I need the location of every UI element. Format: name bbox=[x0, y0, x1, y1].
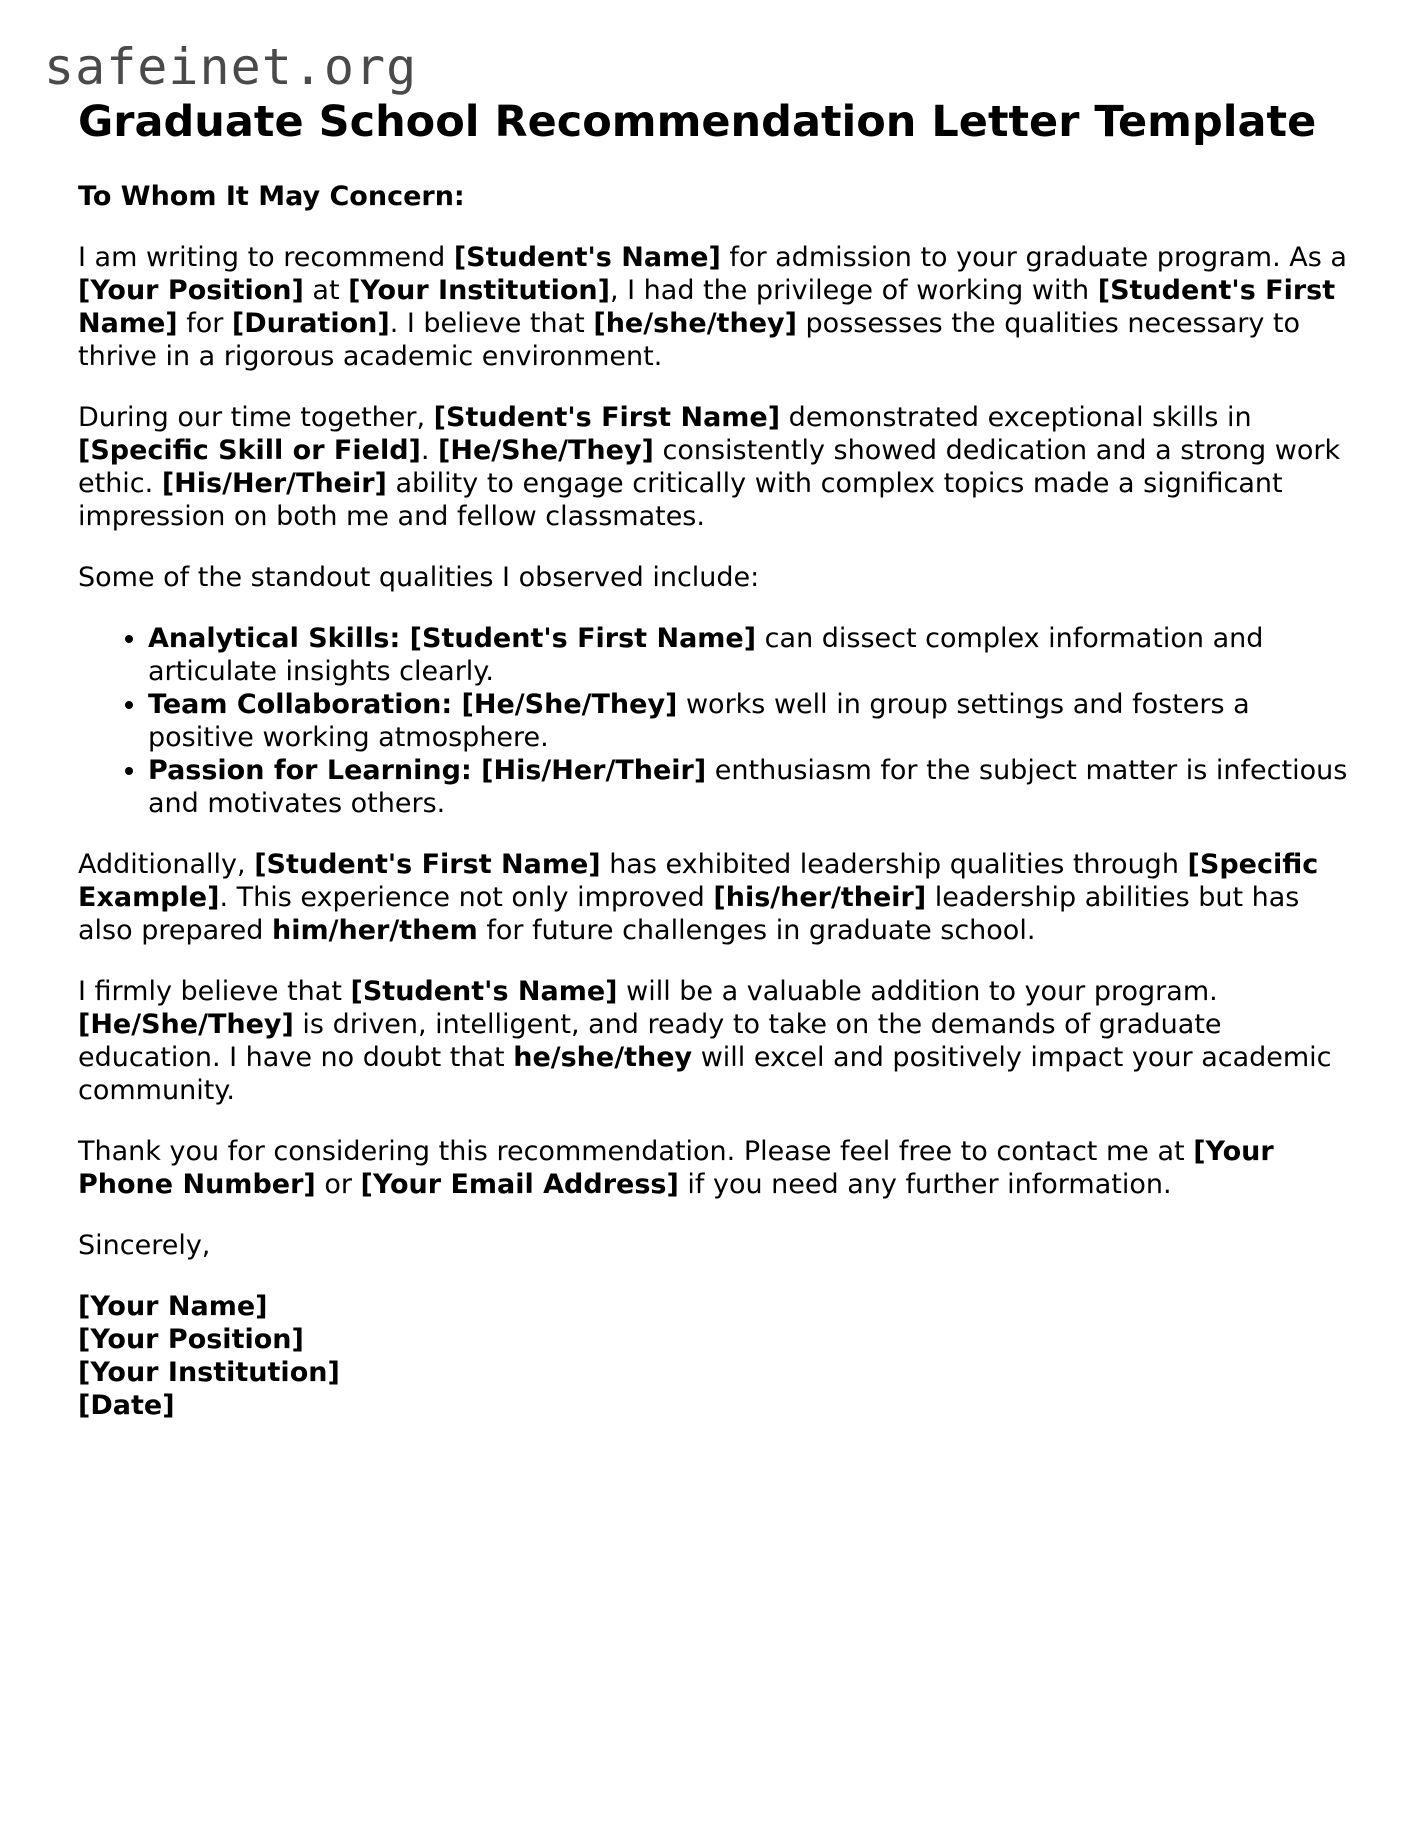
text-run: will excel and positively impact your academic community. bbox=[78, 1042, 1332, 1106]
closing: Sincerely, bbox=[78, 1230, 211, 1261]
text-run: is driven, intelligent, and ready to take on the demands of graduate education. I have no doubt that bbox=[78, 1009, 1222, 1073]
text-run: . bbox=[420, 435, 439, 466]
greeting bbox=[78, 180, 1348, 213]
placeholder-student-name: [Student's Name] bbox=[453, 242, 721, 273]
watermark-text: safeinet.org bbox=[44, 38, 418, 96]
placeholder-student-name: [Student's Name] bbox=[350, 976, 618, 1007]
text-run: if you need any further information. bbox=[678, 1169, 1172, 1200]
text-run: possesses the qualities necessary to thrive in a rigorous academic environment. bbox=[78, 308, 1300, 372]
signature-block bbox=[78, 1290, 1348, 1422]
text-run: During our time together, bbox=[78, 402, 434, 433]
text-run: will be a valuable addition to your program. bbox=[617, 976, 1218, 1007]
text-run: has exhibited leadership qualities through bbox=[600, 849, 1188, 880]
text-run: for future challenges in graduate school. bbox=[477, 915, 1036, 946]
signature-date: [Date] bbox=[78, 1390, 175, 1421]
text-run: Thank you for considering this recommendation. Please feel free to contact me at bbox=[78, 1136, 1194, 1167]
text-run: I firmly believe that bbox=[78, 976, 351, 1007]
text-run: or bbox=[315, 1169, 361, 1200]
placeholder-email-address: [Your Email Address] bbox=[360, 1169, 679, 1200]
list-item bbox=[148, 622, 1348, 688]
quality-text: enthusiasm for the subject matter is infectious and motivates others. bbox=[148, 755, 1348, 819]
placeholder-your-position: [Your Position] bbox=[78, 275, 304, 306]
text-run: at bbox=[303, 275, 349, 306]
signature-institution: [Your Institution] bbox=[78, 1357, 340, 1388]
text-run: for bbox=[177, 308, 232, 339]
paragraph-intro bbox=[78, 241, 1348, 373]
text-run: , I had the privilege of working with bbox=[609, 275, 1098, 306]
placeholder-pronoun: [he/she/they] bbox=[593, 308, 797, 339]
placeholder-your-institution: [Your Institution] bbox=[348, 275, 610, 306]
placeholder-pronoun: [He/She/They] bbox=[78, 1009, 294, 1040]
placeholder-pronoun: [He/She/They] bbox=[438, 435, 654, 466]
placeholder-student-first-name: [Student's First Name] bbox=[254, 849, 601, 880]
placeholder-student-first-name: [Student's First Name] bbox=[78, 275, 1336, 339]
paragraph-leadership bbox=[78, 848, 1348, 947]
signature-position: [Your Position] bbox=[78, 1324, 304, 1355]
placeholder-possessive-pronoun: [his/her/their] bbox=[713, 882, 927, 913]
list-item bbox=[148, 754, 1348, 820]
list-item bbox=[148, 688, 1348, 754]
quality-label: Passion for Learning: bbox=[148, 755, 482, 786]
text-run: Additionally, bbox=[78, 849, 255, 880]
paragraph-contact bbox=[78, 1135, 1348, 1201]
text-run: . I believe that bbox=[389, 308, 594, 339]
quality-subject: [Student's First Name] bbox=[409, 623, 757, 654]
quality-text: can dissect complex information and articulate insights clearly. bbox=[148, 623, 1264, 687]
text-run: leadership abilities but has also prepared bbox=[78, 882, 1300, 946]
letter-document bbox=[78, 96, 1348, 1422]
text-run: consistently showed dedication and a strong work ethic. bbox=[78, 435, 1341, 499]
placeholder-student-first-name: [Student's First Name] bbox=[433, 402, 781, 433]
text-run: ability to engage critically with complex topics made a significant impression on both me and fellow classmates. bbox=[78, 468, 1283, 532]
placeholder-phone-number: [Your Phone Number] bbox=[78, 1136, 1274, 1200]
quality-text: works well in group settings and fosters a positive working atmosphere. bbox=[148, 689, 1250, 753]
paragraph-skills bbox=[78, 401, 1348, 533]
quality-label: Team Collaboration: bbox=[148, 689, 462, 720]
text-run: for admission to your graduate program. As a bbox=[720, 242, 1347, 273]
paragraph-qualities-intro: Some of the standout qualities I observed include: bbox=[78, 562, 760, 593]
text-run: I am writing to recommend bbox=[78, 242, 454, 273]
page-title: Graduate School Recommendation Letter Template bbox=[78, 97, 1317, 147]
paragraph-endorsement bbox=[78, 975, 1348, 1107]
signature-name: [Your Name] bbox=[78, 1291, 268, 1322]
placeholder-specific-example: [Specific Example] bbox=[78, 849, 1319, 913]
placeholder-specific-skill: [Specific Skill or Field] bbox=[78, 435, 421, 466]
text-run: . This experience not only improved bbox=[219, 882, 714, 913]
text-run: demonstrated exceptional skills in bbox=[780, 402, 1252, 433]
quality-label: Analytical Skills: bbox=[148, 623, 410, 654]
quality-subject: [His/Her/Their] bbox=[481, 755, 707, 786]
placeholder-duration: [Duration] bbox=[231, 308, 390, 339]
placeholder-possessive-pronoun: [His/Her/Their] bbox=[161, 468, 387, 499]
quality-subject: [He/She/They] bbox=[461, 689, 678, 720]
placeholder-object-pronoun: him/her/them bbox=[272, 915, 478, 946]
greeting-text: To Whom It May Concern: bbox=[78, 181, 465, 212]
placeholder-pronoun: he/she/they bbox=[513, 1042, 693, 1073]
qualities-list bbox=[78, 622, 1348, 820]
